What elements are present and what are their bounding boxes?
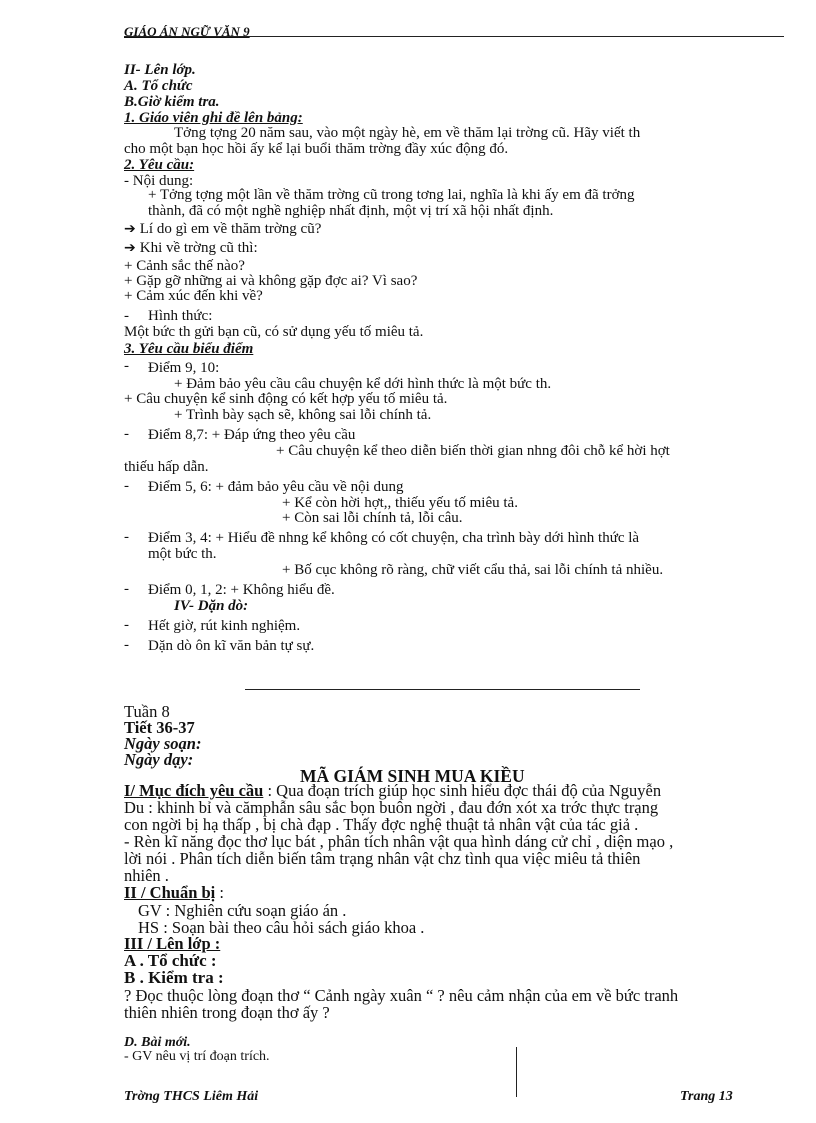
chuan-bi-label: II / Chuẩn bị	[124, 883, 216, 902]
header-rule	[124, 36, 784, 37]
diem-8-7-c: thiếu hấp dẫn.	[124, 459, 209, 475]
muc-dich-line-6: nhiên .	[124, 866, 169, 885]
question-khi-ve: ➔ Khi về trờng cũ thì:	[124, 240, 258, 256]
bullet-dash: -	[124, 529, 129, 545]
diem-9-10-a: + Đảm bảo yêu cầu câu chuyện kể dới hình thức là một bức th.	[174, 376, 552, 392]
diem-5-6-c: + Còn sai lỗi chính tả, lỗi câu.	[282, 510, 463, 526]
tiet-label: Tiết 36-37	[124, 718, 195, 737]
page-header-title: GIÁO ÁN NGỮ VĂN 9	[124, 24, 250, 39]
noi-dung-label: - Nội dung:	[124, 173, 194, 189]
diem-9-10: Điểm 9, 10:	[148, 360, 220, 376]
diem-3-4-b: một bức th.	[148, 546, 217, 562]
to-chuc-heading: A . Tổ chức :	[124, 951, 217, 970]
heading-gio-kiem-tra: B.Giờ kiểm tra.	[124, 94, 220, 110]
footer-school: Trờng THCS Liêm Hải	[124, 1089, 259, 1104]
heading-gv-ghi-de: 1. Giáo viên ghi đề lên bảng:	[124, 110, 303, 126]
arrow-right-icon: ➔	[124, 221, 136, 237]
bullet-dash: -	[124, 308, 129, 324]
kiem-tra-line-1: ? Đọc thuộc lòng đoạn thơ “ Cảnh ngày xuân “ ? nêu cảm nhận của em về bức tranh	[124, 986, 679, 1005]
bullet-dash: -	[124, 617, 129, 633]
diem-0-1-2: Điểm 0, 1, 2: + Không hiểu đề.	[148, 582, 335, 598]
bullet-dash: -	[124, 581, 129, 597]
ngay-soan-label: Ngày soạn:	[124, 734, 202, 753]
heading-yeu-cau: 2. Yêu cầu:	[124, 157, 195, 173]
point-cam-xuc: + Cảm xúc đến khi về?	[124, 288, 263, 304]
heading-to-chuc: A. Tổ chức	[124, 78, 193, 94]
muc-dich-line-3: con ngời bị hạ thấp , bị chà đạp . Thấy đợc nghệ thuật tả nhân vật của tác giả .	[124, 815, 639, 834]
diem-9-10-c: + Trình bày sạch sẽ, không sai lỗi chính tả.	[174, 407, 432, 423]
chuan-bi-gv: GV : Nghiên cứu soạn giáo án .	[138, 901, 347, 920]
muc-dich-line-2: Du : khinh bỉ và cămphẫn sâu sắc bọn buôn ngời , đau đớn xót xa trớc thực trạng	[124, 798, 659, 817]
diem-8-7-b: + Câu chuyện kể theo diễn biến thời gian nhng đôi chỗ kể hời hợt	[276, 443, 670, 459]
chuan-bi-heading: II / Chuẩn bị :	[124, 883, 224, 902]
point-canh-sac: + Cảnh sắc thế nào?	[124, 258, 245, 274]
noi-dung-line-1: + Tởng tợng một lần về thăm trờng cũ trong tơng lai, nghĩa là khi ấy em đã trởng	[148, 187, 635, 203]
arrow-right-icon: ➔	[124, 240, 136, 256]
diem-9-10-b: + Câu chuyện kể sinh động có kết hợp yếu tố miêu tả.	[124, 391, 448, 407]
gv-neu-vi-tri: - GV nêu vị trí đoạn trích.	[124, 1049, 270, 1064]
diem-5-6: Điểm 5, 6: + đảm bảo yêu cầu về nội dung	[148, 479, 404, 495]
section-separator	[245, 689, 640, 690]
kiem-tra-line-2: thiên nhiên trong đoạn thơ ấy ?	[124, 1003, 330, 1022]
diem-8-7: Điểm 8,7: + Đáp ứng theo yêu cầu	[148, 427, 356, 443]
heading-len-lop: II- Lên lớp.	[124, 62, 196, 78]
heading-dan-do: IV- Dặn dò:	[174, 598, 249, 614]
dan-do-1: Hết giờ, rút kinh nghiệm.	[148, 618, 301, 634]
heading-bieu-diem: 3. Yêu cầu biểu điểm	[124, 341, 254, 357]
hinh-thuc-desc: Một bức th gửi bạn cũ, có sử dụng yếu tố miêu tả.	[124, 324, 424, 340]
muc-dich-line-5: lời nói . Phân tích diễn biến tâm trạng nhân vật chz tình qua việc miêu tả thiên	[124, 849, 641, 868]
question-li-do: ➔ Lí do gì em về thăm trờng cũ?	[124, 221, 322, 237]
hinh-thuc-label: Hình thức:	[148, 308, 213, 324]
bullet-dash: -	[124, 478, 129, 494]
ngay-day-label: Ngày dạy:	[124, 750, 194, 769]
diem-3-4-c: + Bố cục không rõ ràng, chữ viết cẩu thả, sai lỗi chính tả nhiều.	[282, 562, 664, 578]
footer-page-number: Trang 13	[680, 1089, 733, 1104]
len-lop-heading: III / Lên lớp :	[124, 934, 221, 953]
lesson-title: MÃ GIÁM SINH MUA KIỀU	[300, 766, 525, 786]
tuan-label: Tuần 8	[124, 702, 170, 721]
diem-5-6-b: + Kể còn hời hợt,, thiếu yếu tố miêu tả.	[282, 495, 518, 511]
chuan-bi-hs: HS : Soạn bài theo câu hỏi sách giáo khoa .	[138, 918, 425, 937]
diem-3-4: Điểm 3, 4: + Hiểu đề nhng kể không có cốt chuyện, cha trình bày dới hình thức là	[148, 530, 640, 546]
bullet-dash: -	[124, 426, 129, 442]
muc-dich-label: I/ Mục đích yêu cầu	[124, 781, 264, 800]
muc-dich-line-1: I/ Mục đích yêu cầu : Qua đoạn trích giúp học sinh hiểu đợc thái độ của Nguyễn	[124, 781, 662, 800]
kiem-tra-heading: B . Kiểm tra :	[124, 968, 224, 987]
noi-dung-line-2: thành, đã có một nghề nghiệp nhất định, một vị trí xã hội nhất định.	[148, 203, 554, 219]
de-line-1: Tởng tợng 20 năm sau, vào một ngày hè, em về thăm lại trờng cũ. Hãy viết th	[174, 125, 641, 141]
muc-dich-line-4: - Rèn kĩ năng đọc thơ lục bát , phân tích nhân vật qua hình dáng cử chỉ , diện mạo ,	[124, 832, 674, 851]
point-gap-go: + Gặp gỡ những ai và không gặp đợc ai? Vì sao?	[124, 273, 418, 289]
de-line-2: cho một bạn học hồi ấy kể lại buổi thăm trờng đầy xúc động đó.	[124, 141, 509, 157]
bai-moi-heading: D. Bài mới.	[124, 1035, 191, 1050]
dan-do-2: Dặn dò ôn kĩ văn bản tự sự.	[148, 638, 315, 654]
bullet-dash: -	[124, 637, 129, 653]
bullet-dash: -	[124, 358, 129, 374]
table-divider	[516, 1047, 517, 1097]
